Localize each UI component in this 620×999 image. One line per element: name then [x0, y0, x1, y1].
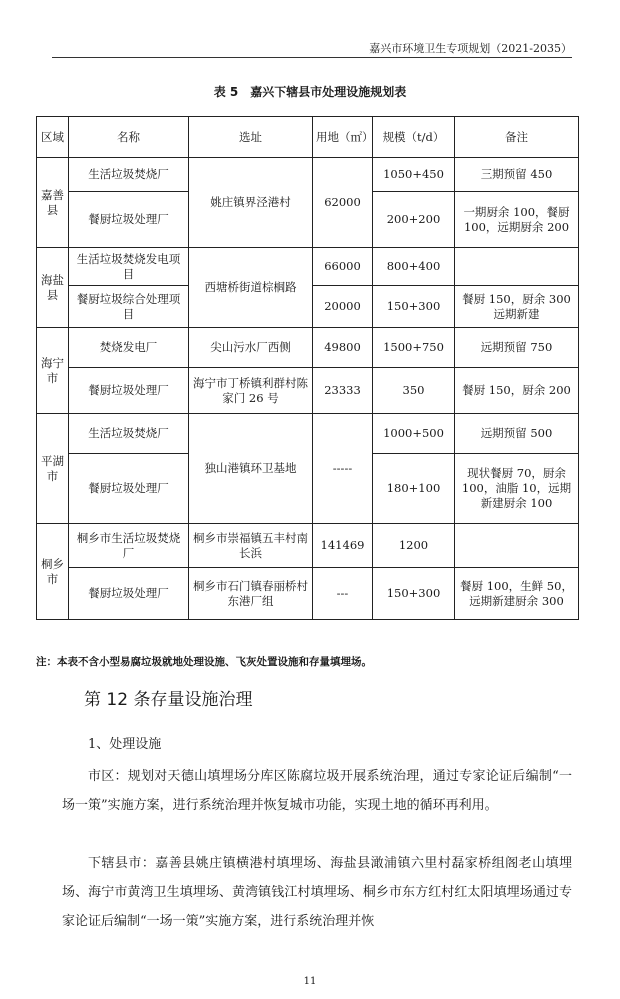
- remark-cell: [455, 248, 579, 286]
- section-item: 1、处理设施: [88, 737, 162, 752]
- name-cell: 餐厨垃圾处理厂: [69, 368, 189, 414]
- scale-cell: 150+300: [373, 286, 455, 328]
- name-cell: 生活垃圾焚烧发电项目: [69, 248, 189, 286]
- scale-cell: 180+100: [373, 454, 455, 524]
- table-row: [37, 248, 579, 286]
- table-row: [37, 524, 579, 568]
- site-cell: 姚庄镇界泾港村: [189, 158, 313, 248]
- region-cell: 海盐县: [37, 248, 69, 328]
- remark-cell: 餐厨 100，生鲜 50，远期新建厨余 300: [455, 568, 579, 620]
- land-cell: 62000: [313, 158, 373, 248]
- land-cell: ---: [313, 568, 373, 620]
- remark-cell: 餐厨 150，厨余 300 远期新建: [455, 286, 579, 328]
- scale-cell: 350: [373, 368, 455, 414]
- name-cell: 桐乡市生活垃圾焚烧厂: [69, 524, 189, 568]
- site-cell: 桐乡市崇福镇五丰村南长浜: [189, 524, 313, 568]
- region-cell: 桐乡市: [37, 524, 69, 620]
- land-cell: 49800: [313, 328, 373, 368]
- header-land: 用地（㎡）: [313, 117, 373, 158]
- table-header-row: [37, 117, 579, 158]
- land-cell: 20000: [313, 286, 373, 328]
- table-title: 表 5 嘉兴下辖县市处理设施规划表: [213, 85, 407, 99]
- table-row: [37, 328, 579, 368]
- remark-cell: [455, 524, 579, 568]
- scale-cell: 200+200: [373, 192, 455, 248]
- land-cell: 66000: [313, 248, 373, 286]
- paragraph-city: 市区：规划对天德山填埋场分库区陈腐垃圾开展系统治理，通过专家论证后编制“一场一策”实施方案，进行系统治理并恢复城市功能，实现土地的循环再利用。: [62, 769, 572, 813]
- table-row: [37, 368, 579, 414]
- name-cell: 焚烧发电厂: [69, 328, 189, 368]
- remark-cell: 一期厨余 100，餐厨 100，远期厨余 200: [455, 192, 579, 248]
- scale-cell: 1050+450: [373, 158, 455, 192]
- name-cell: 餐厨垃圾综合处理项目: [69, 286, 189, 328]
- remark-cell: 现状餐厨 70，厨余 100，油脂 10，远期新建厨余 100: [455, 454, 579, 524]
- land-cell: 23333: [313, 368, 373, 414]
- table-row: [37, 158, 579, 192]
- paragraph-county: 下辖县市：嘉善县姚庄镇横港村填埋场、海盐县澉浦镇六里村磊家桥组阁老山填埋场、海宁市黄湾卫生填埋场、黄湾镇钱江村填埋场、桐乡市东方红村红太阳填埋场通过专家论证后编制“一场一策”实施方案，进行系统治理并恢: [62, 856, 572, 929]
- name-cell: 餐厨垃圾处理厂: [69, 568, 189, 620]
- site-cell: 桐乡市石门镇春丽桥村东港厂组: [189, 568, 313, 620]
- scale-cell: 1200: [373, 524, 455, 568]
- name-cell: 餐厨垃圾处理厂: [69, 192, 189, 248]
- name-cell: 生活垃圾焚烧厂: [69, 414, 189, 454]
- region-cell: 海宁市: [37, 328, 69, 414]
- name-cell: 餐厨垃圾处理厂: [69, 454, 189, 524]
- page-number: 11: [303, 976, 317, 987]
- header-remark: 备注: [455, 117, 579, 158]
- facility-plan-table: [36, 116, 579, 620]
- header-scale: 规模（t/d）: [373, 117, 455, 158]
- header-site: 选址: [189, 117, 313, 158]
- name-cell: 生活垃圾焚烧厂: [69, 158, 189, 192]
- scale-cell: 150+300: [373, 568, 455, 620]
- remark-cell: 餐厨 150，厨余 200: [455, 368, 579, 414]
- table-note: 注：本表不含小型易腐垃圾就地处理设施、飞灰处置设施和存量填埋场。: [36, 656, 372, 668]
- site-cell: 尖山污水厂西侧: [189, 328, 313, 368]
- remark-cell: 三期预留 450: [455, 158, 579, 192]
- remark-cell: 远期预留 750: [455, 328, 579, 368]
- header-region: 区域: [37, 117, 69, 158]
- site-cell: 西塘桥街道棕榈路: [189, 248, 313, 328]
- header-rule: [52, 57, 572, 58]
- scale-cell: 1500+750: [373, 328, 455, 368]
- article-title: 第 12 条存量设施治理: [84, 690, 253, 710]
- site-cell: 独山港镇环卫基地: [189, 414, 313, 524]
- remark-cell: 远期预留 500: [455, 414, 579, 454]
- table-row: [37, 568, 579, 620]
- running-title: 嘉兴市环境卫生专项规划（2021-2035）: [369, 42, 572, 55]
- land-cell: 141469: [313, 524, 373, 568]
- scale-cell: 1000+500: [373, 414, 455, 454]
- scale-cell: 800+400: [373, 248, 455, 286]
- site-cell: 海宁市丁桥镇利群村陈家门 26 号: [189, 368, 313, 414]
- region-cell: 平湖市: [37, 414, 69, 524]
- header-name: 名称: [69, 117, 189, 158]
- region-cell: 嘉善县: [37, 158, 69, 248]
- land-cell: -----: [313, 414, 373, 524]
- table-row: [37, 414, 579, 454]
- running-header: [52, 0, 572, 60]
